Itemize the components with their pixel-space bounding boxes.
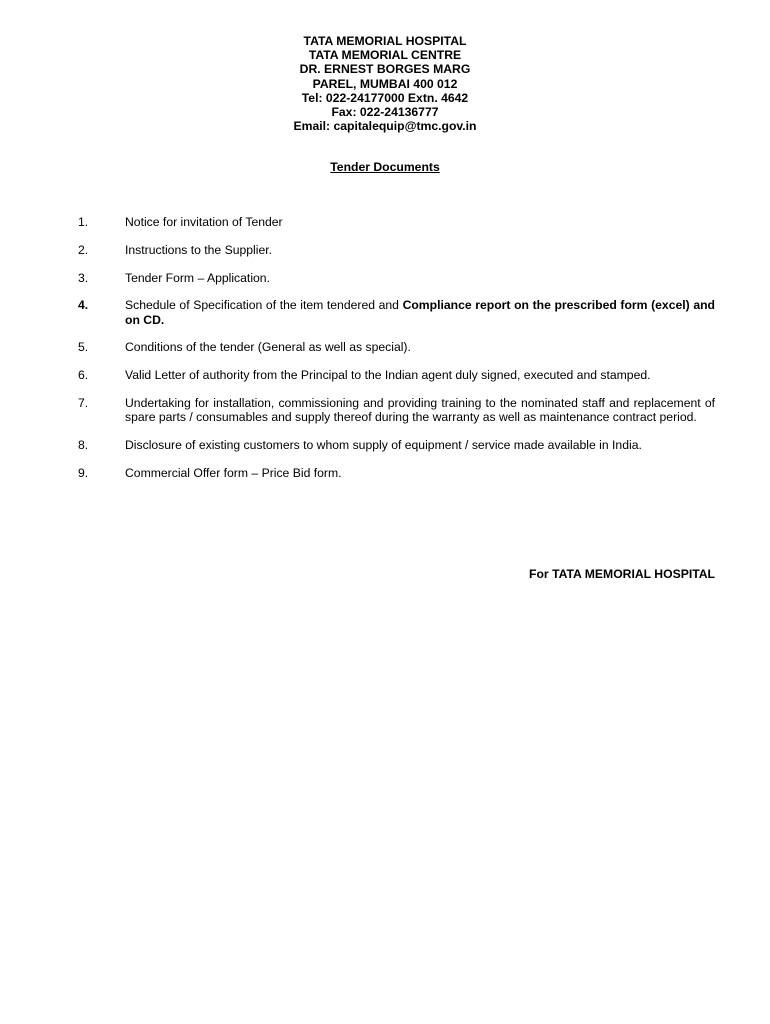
city-address: PAREL, MUMBAI 400 012 [312,76,458,91]
item-number: 3. [78,270,89,285]
item-number: 7. [78,395,89,410]
list-item [78,438,715,452]
item-number: 9. [78,465,89,480]
item-text [125,298,715,326]
item-text: Instructions to the Supplier. [125,242,273,257]
item-text: Valid Letter of authority from the Principal to the Indian agent duly signed, executed and stamped. [125,368,651,383]
email: Email: capitalequip@tmc.gov.in [293,119,477,134]
letterhead [0,34,770,133]
list-item [78,298,715,326]
item-number: 2. [78,242,89,257]
item-text: Notice for invitation of Tender [125,215,283,229]
item-text: Tender Form – Application. [125,270,270,285]
document-title: Tender Documents [330,160,440,174]
signature-line: For TATA MEMORIAL HOSPITAL [529,567,715,581]
item-text: Undertaking for installation, commissioning and providing training to the nominated staff and replacement of spare parts / consumables and supply thereof during the warranty as well as maintenance contract period. [125,395,715,425]
item-number: 1. [78,215,89,229]
list-item [78,368,715,382]
hospital-name: TATA MEMORIAL HOSPITAL [303,34,467,48]
item-number: 6. [78,368,89,383]
list-item [78,466,715,480]
item-text: Disclosure of existing customers to whom supply of equipment / service made available in India. [125,437,642,452]
item-number: 4. [78,298,89,313]
item-text-bold: Compliance report on the prescribed form (excel) and on CD. [125,298,715,327]
item-text-regular: Schedule of Specification of the item tendered and [125,298,403,313]
list-item [78,215,715,229]
item-number: 5. [78,340,89,355]
centre-name: TATA MEMORIAL CENTRE [308,48,462,63]
item-text: Conditions of the tender (General as well as special). [125,340,411,355]
item-text: Commercial Offer form – Price Bid form. [125,465,342,480]
street-address: DR. ERNEST BORGES MARG [299,62,471,77]
list-item [78,396,715,424]
telephone: Tel: 022-24177000 Extn. 4642 [301,90,469,105]
item-number: 8. [78,437,89,452]
list-item [78,243,715,257]
list-item [78,271,715,285]
list-item [78,340,715,354]
tender-documents-list [78,215,715,494]
fax: Fax: 022-24136777 [331,105,439,120]
